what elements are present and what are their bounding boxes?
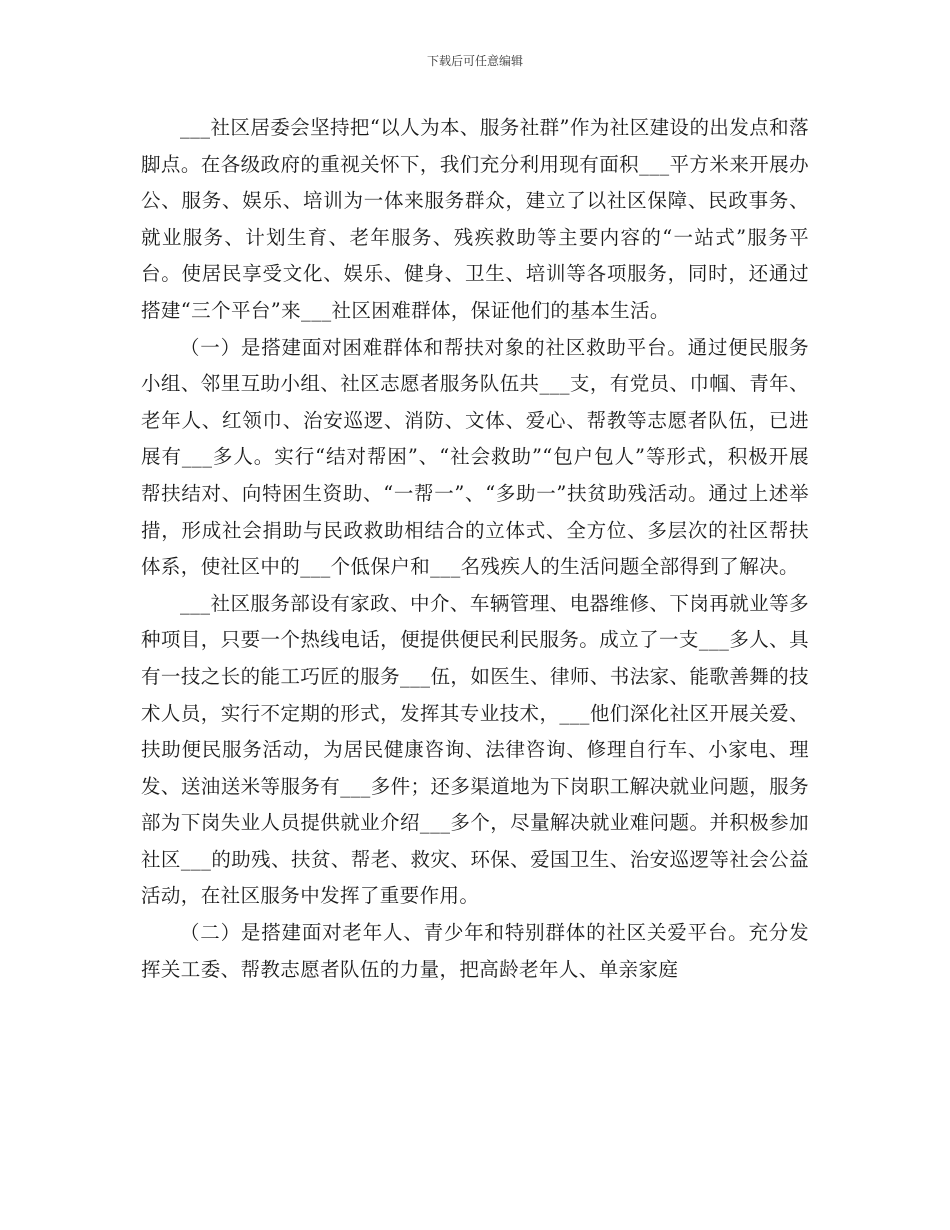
paragraph-community-committee: ___社区居委会坚持把“以人为本、服务社群”作为社区建设的出发点和落脚点。在各级政府的重视关怀下，我们充分利用现有面积___平方米来开展办公、服务、娱乐、培训为一体来服务群众，建立了以社区保障、民政事务、就业服务、计划生育、老年服务、残疾救助等主要内容的“一站式”服务平台。使居民享受文化、娱乐、健身、卫生、培训等各项服务，同时，还通过搭建“三个平台”来___社区困难群体，保证他们的基本生活。 xyxy=(141,116,809,322)
paragraph-service-department: ___社区服务部设有家政、中介、车辆管理、电器维修、下岗再就业等多种项目，只要一个热线电话，便提供便民利民服务。成立了一支___多人、具有一技之长的能工巧匠的服务___伍，如医生、律师、书法家、能歌善舞的技术人员，实行不定期的形式，发挥其专业技术，___他们深化社区开展关爱、扶助便民服务活动，为居民健康咨询、法律咨询、修理自行车、小家电、理发、送油送米等服务有___多件；还多渠道地为下岗职工解决就业问题，服务部为下岗失业人员提供就业介绍___多个，尽量解决就业难问题。并积极参加社区___的助残、扶贫、帮老、救灾、环保、爱国卫生、治安巡逻等社会公益活动，在社区服务中发挥了重要作用。 xyxy=(141,591,809,908)
paragraph-assistance-platform: （一）是搭建面对困难群体和帮扶对象的社区救助平台。通过便民服务小组、邻里互助小组、社区志愿者服务队伍共___支，有党员、巾帼、青年、老年人、红领巾、治安巡逻、消防、文体、爱心、帮教等志愿者队伍，已进展有___多人。实行“结对帮困”、“社会救助”“包户包人”等形式，积极开展帮扶结对、向特困生资助、“一帮一”、“多助一”扶贫助残活动。通过上述举措，形成社会捐助与民政救助相结合的立体式、全方位、多层次的社区帮扶体系，使社区中的___个低保户和___名残疾人的生活问题全部得到了解决。 xyxy=(141,335,809,579)
paragraph-care-platform: （二）是搭建面对老年人、青少年和特别群体的社区关爱平台。充分发挥关工委、帮教志愿者队伍的力量，把高龄老年人、单亲家庭 xyxy=(141,921,809,981)
page-header: 下载后可任意编辑 xyxy=(426,54,523,68)
document-body xyxy=(141,110,809,988)
